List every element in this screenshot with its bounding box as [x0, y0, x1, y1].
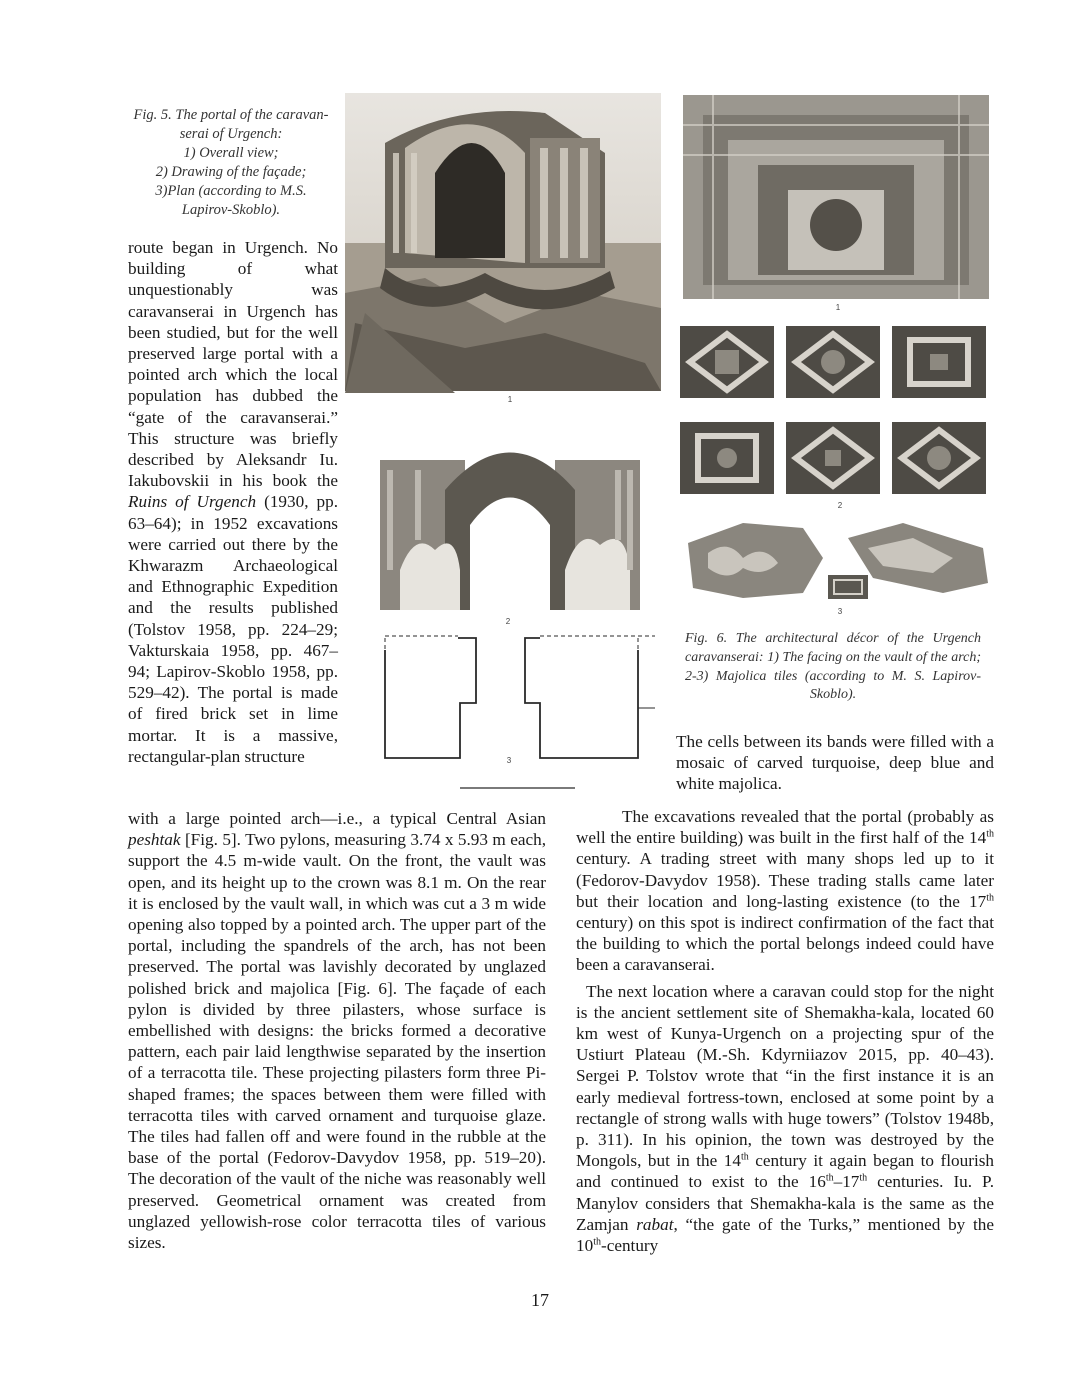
fig5-label-2: 2 [505, 617, 511, 626]
superscript: th [740, 1151, 749, 1163]
text-span: -century [600, 1236, 659, 1256]
term-peshtak: peshtak [128, 830, 181, 850]
majolica-tile [680, 422, 774, 494]
superscript: th [986, 828, 994, 840]
carved-fragments [683, 518, 993, 618]
text-span: century it again began to flourish and continued to exist to the 16 [576, 1151, 995, 1192]
paragraph-shemakha [576, 981, 994, 1257]
fig5-label-3: 3 [506, 756, 512, 765]
fig5-caption [118, 106, 344, 220]
term-rabat: rabat [636, 1214, 674, 1234]
right-main-text [576, 806, 994, 1256]
superscript: th [986, 892, 994, 904]
fig6-label-2: 2 [837, 501, 843, 510]
fig6-label-1: 1 [835, 303, 841, 312]
text-span: The excavations revealed that the portal (probably as well the entire building) was built in the first half of the 14 [576, 807, 994, 848]
majolica-tile [786, 422, 880, 494]
text-span: route began in Urgench. No building of what unquestionably was caravanserai in Urgench has been studied, but for the well preserved large portal with a pointed arch which the local population has dubbed the “gate of the caravanserai.” This structure was briefly described by Aleksandr Iu. Iakubovskii in his book the [128, 238, 338, 491]
majolica-tile [786, 326, 880, 398]
caption-line: 3)Plan (according to M.S. [155, 183, 307, 199]
caption-line: Fig. 5. The portal of the caravan- [133, 107, 329, 123]
text-span: century) on this spot is indirect confirmation of the fact that the building to which the portal belongs indeed could have been a caravanserai. [576, 913, 994, 975]
left-wide-paragraph [128, 808, 546, 1253]
page-number: 17 [531, 1290, 549, 1310]
majolica-tile [892, 326, 986, 398]
portal-photo [345, 93, 661, 404]
paragraph-excavations [576, 806, 994, 976]
facade-drawing [375, 430, 645, 626]
right-top-paragraph [676, 731, 994, 795]
text-span: , “the gate of the Turks,” mentioned by the 10 [576, 1214, 994, 1256]
text-span: (1930, pp. 63–64); in 1952 excavations were carried out there by the Khwarazm Archaeological and Ethnographic Expedition and the results published (Tolstov 1958, pp. 224–29; Vakturskaia 1958, pp. 467–94; Lapirov-Skoblo 1958, pp. 529–42). The portal is made of fired brick set in lime mortar. It is a massive, rectangular-plan structure [128, 492, 338, 766]
text-span: The next location where a caravan could stop for the night is the ancient settlement site of Shemakha-kala, located 60 km west of Kunya-Urgench on a projecting spur of the Ustiurt Plateau (M.-Sh. Kdyrniiazov 2015, pp. 40–43). Sergei P. Tolstov wrote that “in the first instance it is an early medieval fortress-town, enclosed at some point by a rectangle of strong walls with huge towers” (Tolstov 1948b, p. 311). In his opinion, the town was destroyed by the Mongols, but in the 14 [576, 981, 994, 1171]
superscript: th [859, 1172, 868, 1184]
text-span: –17 [833, 1172, 860, 1192]
vault-facing-photo [683, 95, 989, 312]
fig6-caption: Fig. 6. The architectural décor of the Urgench caravanserai: 1) The facing on the vault of the arch; 2-3) Majolica tiles (according to M. S. Lapirov-Skoblo). [685, 631, 981, 703]
text-span: with a large pointed arch—i.e., a typical Central Asian [128, 809, 546, 828]
superscript: th [593, 1236, 601, 1248]
fig5-label-1: 1 [507, 395, 513, 404]
majolica-tile [680, 326, 774, 398]
book-title: Ruins of Urgench [128, 492, 257, 512]
text-span: centuries. Iu. P. Manylov considers that Shemakha-kala is the same as the Zamjan [576, 1172, 994, 1234]
text-span: century. A trading street with many shops led up to it (Fedorov-Davydov 1958). These trading stalls came later but their location and long-lasting existence (to the 17 [576, 849, 994, 911]
caption-line: 1) Overall view; [183, 145, 279, 161]
superscript: th [825, 1172, 834, 1184]
left-narrow-paragraph [128, 237, 338, 767]
text-span: [Fig. 5]. Two pylons, measuring 3.74 x 5.93 m each, support the 4.5 m-wide vault. On the front, the vault was open, and its height up to the crown was 8.1 m. On the rear it is enclosed by the vault wall, in which was cut a 3 m wide opening also topped by a pointed arch. The upper part of the portal, including the spandrels of the arch, has not been preserved. The portal was lavishly decorated by unglazed polished brick and majolica [Fig. 6]. The façade of each pylon is divided by three pilasters, whose surface is embellished with designs: the bricks formed a decorative pattern, each pair laid lengthwise separated by the insertion of a terracotta tile. These projecting pilasters form three Pi-shaped frames; the spaces between them were filled with terracotta tiles with carved ornament and turquoise glaze. The tiles had fallen off and were found in the rubble at the base of the portal (Fedorov-Davydov 1958, pp. 519–20). The decoration of the vault of the niche was reasonably well preserved. Geometrical ornament was created from unglazed yellowish-rose color terracotta tiles of various sizes. [128, 830, 547, 1253]
fig6-label-3: 3 [837, 607, 843, 616]
caption-line: serai of Urgench: [179, 126, 283, 142]
majolica-tiles [680, 326, 990, 516]
text-span: The cells between its bands were filled with a mosaic of carved turquoise, deep blue and white majolica. [676, 732, 994, 794]
plan-drawing [380, 628, 660, 793]
caption-line: Lapirov-Skoblo). [181, 202, 281, 218]
majolica-tile [892, 422, 986, 494]
caption-line: 2) Drawing of the façade; [155, 164, 307, 180]
